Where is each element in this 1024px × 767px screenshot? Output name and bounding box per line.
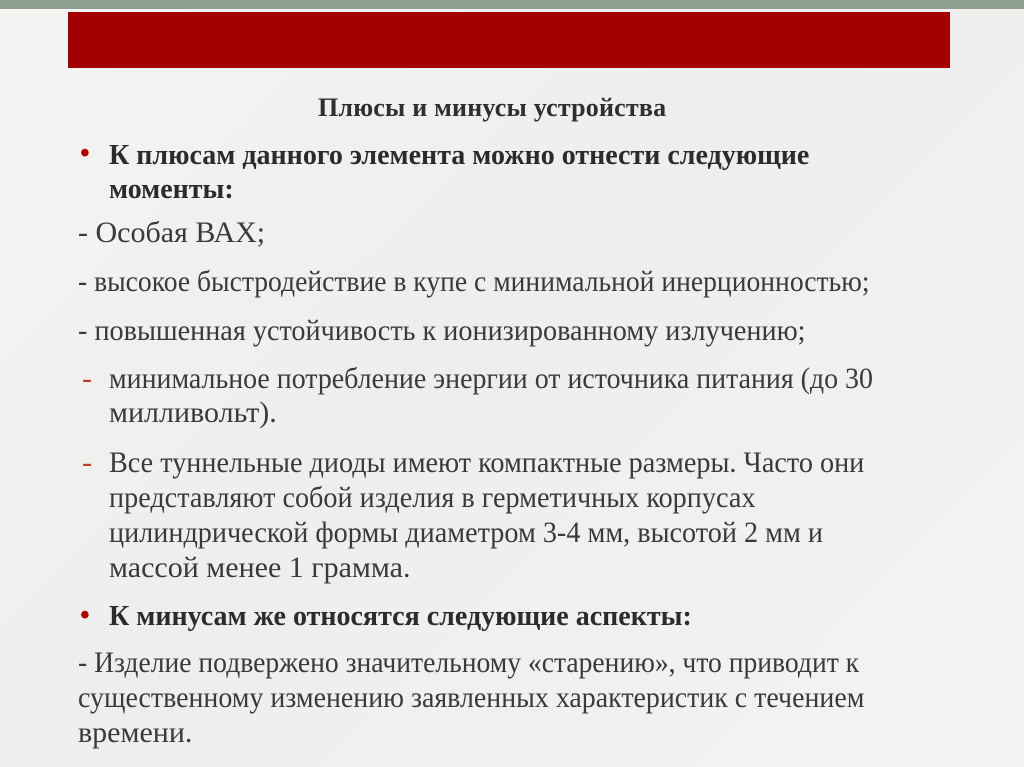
pro-item-4-line-1: минимальное потребление энергии от источника питания (до 30 bbox=[109, 362, 873, 395]
con-item-1-line-3: времени. bbox=[78, 716, 193, 749]
pro-item-5-line-4: массой менее 1 грамма. bbox=[109, 551, 411, 584]
dash-marker-icon: - bbox=[82, 446, 92, 479]
pro-item-1: - Особая ВАХ; bbox=[78, 216, 266, 249]
pro-item-3: - повышенная устойчивость к ионизированному излучению; bbox=[78, 314, 806, 347]
slide-title: Плюсы и минусы устройства bbox=[318, 93, 667, 122]
slide-content bbox=[0, 9, 1024, 767]
pro-item-5-line-3: цилиндрической формы диаметром 3-4 мм, высотой 2 мм и bbox=[109, 516, 823, 549]
pro-item-4-line-2: милливольт). bbox=[109, 396, 277, 429]
slide bbox=[0, 9, 1024, 767]
pros-heading-line-2: моменты: bbox=[109, 174, 234, 205]
dash-marker-icon: - bbox=[82, 362, 92, 395]
pros-heading-line-1: К плюсам данного элемента можно отнести следующие bbox=[109, 140, 810, 171]
bullet-icon: • bbox=[80, 600, 90, 631]
pro-item-5-line-2: представляют собой изделия в герметичных корпусах bbox=[109, 481, 756, 514]
pro-item-5-line-1: Все туннельные диоды имеют компактные размеры. Часто они bbox=[109, 446, 865, 479]
con-item-1-line-2: существенному изменению заявленных характеристик с течением bbox=[78, 681, 865, 714]
pro-item-2: - высокое быстродействие в купе с минимальной инерционностью; bbox=[78, 265, 870, 298]
cons-heading: К минусам же относятся следующие аспекты: bbox=[109, 601, 692, 632]
con-item-1-line-1: - Изделие подвержено значительному «старению», что приводит к bbox=[78, 646, 860, 679]
bullet-icon: • bbox=[80, 138, 90, 169]
